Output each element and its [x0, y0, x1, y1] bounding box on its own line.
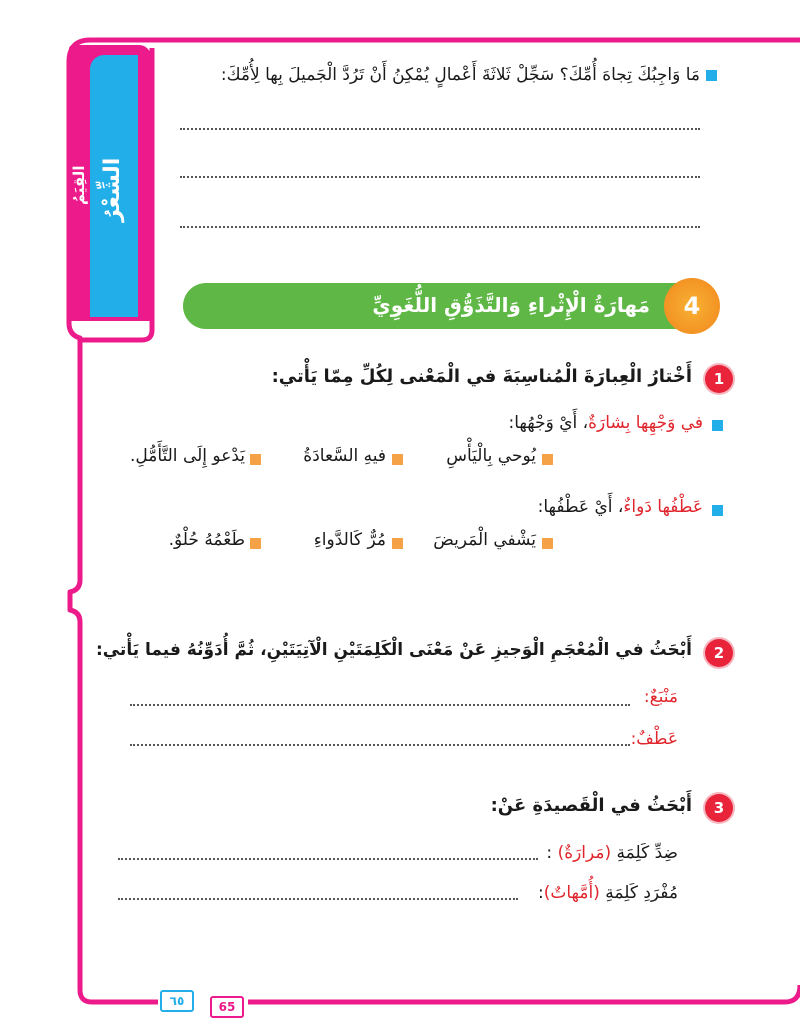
item-1-bullet [712, 420, 723, 431]
page-number-latin: 65 [210, 996, 244, 1018]
side-tab-word-values: القِيَمُ [70, 165, 88, 205]
item-1-option-2[interactable]: فيهِ السَّعادَةُ [303, 446, 386, 466]
item-2-bullet [712, 505, 723, 516]
option-bullet [250, 538, 261, 549]
line-2-prompt [518, 880, 678, 906]
page-number-arabic: ٦٥ [160, 990, 194, 1012]
line-2-after: : [538, 883, 544, 903]
exercise-1-heading: أَخْتارُ الْعِبارَةَ الْمُناسِبَةَ في الْمَعْنى لِكُلِّ مِمّا يَأْتي: [271, 366, 692, 387]
answer-line-word-2[interactable] [130, 744, 630, 746]
section-number: 4 [683, 292, 701, 320]
item-2-prompt [383, 494, 703, 520]
intro-bullet [706, 70, 717, 81]
line-1-after: : [546, 843, 558, 863]
word-2: عَطْفٌ: [630, 729, 678, 749]
item-2-option-1[interactable]: يَشْفي الْمَريضَ [433, 530, 536, 550]
item-1-option-3[interactable]: يَدْعو إِلَى التَّأَمُّلِ. [129, 446, 245, 466]
answer-line-2[interactable] [180, 176, 700, 178]
line-2-word: (أُمَّهاتٌ) [543, 883, 600, 903]
item-1-prompt [383, 410, 703, 436]
exercise-1-number: 1 [705, 365, 733, 393]
item-2-suffix: ، أَيْ عَطْفُها: [537, 497, 624, 517]
answer-line-1[interactable] [180, 128, 700, 130]
item-1-phrase: في وَجْهِها بِشارَةٌ [588, 413, 703, 433]
item-2-phrase: عَطْفُها دَواءٌ [623, 497, 703, 517]
option-bullet [542, 454, 553, 465]
option-bullet [392, 538, 403, 549]
exercise-3-number: 3 [705, 794, 733, 822]
section-title: مَهارَةُ الْإِثْراءِ وَالتَّذَوُّقِ اللُّغَوِيِّ [372, 293, 650, 317]
side-tab-word-poetry: الشِّعْرُ [100, 157, 125, 223]
item-1-option-1[interactable]: يُوحي بِالْيَأْسِ [446, 446, 536, 466]
answer-line-word-1[interactable] [130, 704, 630, 706]
answer-line-opposite[interactable] [118, 858, 538, 860]
option-bullet [542, 538, 553, 549]
exercise-3-heading: أَبْحَثُ في الْقَصيدَةِ عَنْ: [490, 795, 692, 816]
option-bullet [392, 454, 403, 465]
answer-line-3[interactable] [180, 226, 700, 228]
exercise-2-heading: أَبْحَثُ في الْمُعْجَمِ الْوَجيزِ عَنْ مَعْنَى الْكَلِمَتَيْنِ الْآتِيَتَيْنِ، ثُمَّ أُدَوِّنُهُ فيما يَأْتي: [95, 640, 692, 660]
line-1-prompt [538, 840, 678, 866]
item-2-option-3[interactable]: طَعْمُهُ حُلْوٌ. [168, 530, 245, 550]
line-2-before: مُفْرَدِ كَلِمَةِ [599, 883, 678, 903]
line-1-before: ضِدِّ كَلِمَةِ [611, 843, 678, 863]
intro-question: مَا وَاجِبُكَ تِجاهَ أُمِّكَ؟ سَجِّلْ ثَلاثَةَ أَعْمالٍ يُمْكِنُ أَنْ تَرُدَّ الْجَميلَ بِها لِأُمِّكَ: [220, 65, 700, 85]
exercise-2-number: 2 [705, 639, 733, 667]
word-1: مَنْبَعٌ: [643, 687, 678, 707]
item-1-suffix: ، أَيْ وَجْهُها: [508, 413, 589, 433]
option-bullet [250, 454, 261, 465]
line-1-word: (مَرارَةٌ) [557, 843, 612, 863]
answer-line-singular[interactable] [118, 898, 518, 900]
item-2-option-2[interactable]: مُرٌّ كَالدَّواءِ [313, 530, 386, 550]
